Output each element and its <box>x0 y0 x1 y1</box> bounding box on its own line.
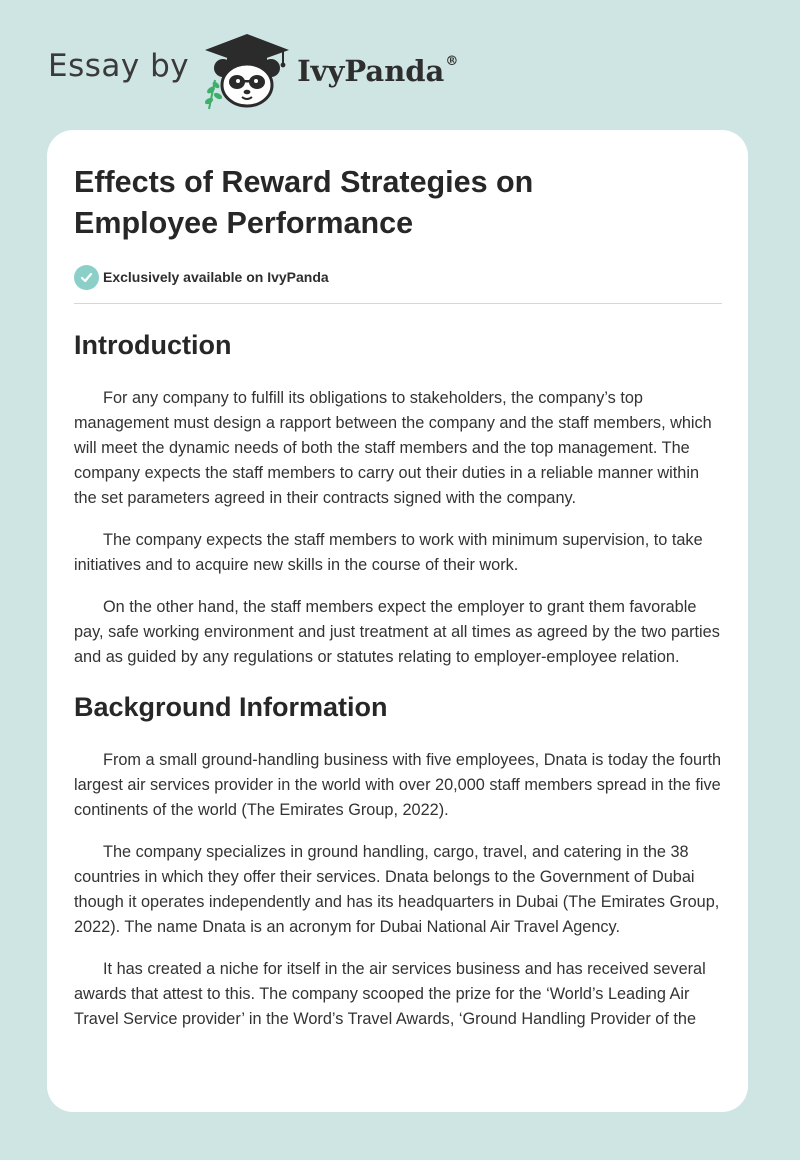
paragraph: On the other hand, the staff members expect the employer to grant them favorable pay, safe working environment and just treatment at all times as agreed by the two parties and as guided by any regulations or statutes relating to employer-employee relation. <box>74 598 720 666</box>
section-background-information <box>74 690 722 1032</box>
section-heading: Background Information <box>74 692 388 722</box>
paragraph: It has created a niche for itself in the air services business and has received several awards that attest to this. The company scooped the prize for the ‘World’s Leading Air Travel Service provider’ in the Word’s Travel Awards, ‘Ground Handling Provider of the <box>74 960 706 1028</box>
exclusive-badge <box>74 264 722 290</box>
divider <box>74 303 722 304</box>
paragraph: For any company to fulfill its obligations to stakeholders, the company’s top management must design a rapport between the company and the staff members, which will meet the dynamic needs of both the staff members and the top management. The company expects the staff members to carry out their duties in a reliable manner within the set parameters agreed in their contracts signed with the company. <box>74 389 712 507</box>
essay-by-ivypanda-logo[interactable] <box>48 30 458 110</box>
section-heading: Introduction <box>74 330 232 360</box>
registered-mark: ® <box>445 54 459 69</box>
panda-logo-icon <box>203 30 291 110</box>
paragraph: The company specializes in ground handling, cargo, travel, and catering in the 38 countries in which they offer their services. Dnata belongs to the Government of Dubai though it operates independently and has its headquarters in Dubai (The Emirates Group, 2022). The name Dnata is an acronym for Dubai National Air Travel Agency. <box>74 843 720 936</box>
check-circle-icon <box>74 265 99 290</box>
exclusive-label: Exclusively available on IvyPanda <box>103 269 329 285</box>
paragraph: The company expects the staff members to work with minimum supervision, to take initiatives and to acquire new skills in the course of their work. <box>74 531 703 574</box>
brand-name: IvyPanda® <box>297 54 459 88</box>
brand-prefix: Essay by <box>48 48 190 84</box>
essay-card <box>47 130 748 1112</box>
paragraph: From a small ground-handling business with five employees, Dnata is today the fourth largest air services provider in the world with over 20,000 staff members spread in the five continents of the world (The Emirates Group, 2022). <box>74 751 722 819</box>
page-title: Effects of Reward Strategies on Employee Performance <box>74 165 534 240</box>
section-introduction <box>74 328 722 670</box>
